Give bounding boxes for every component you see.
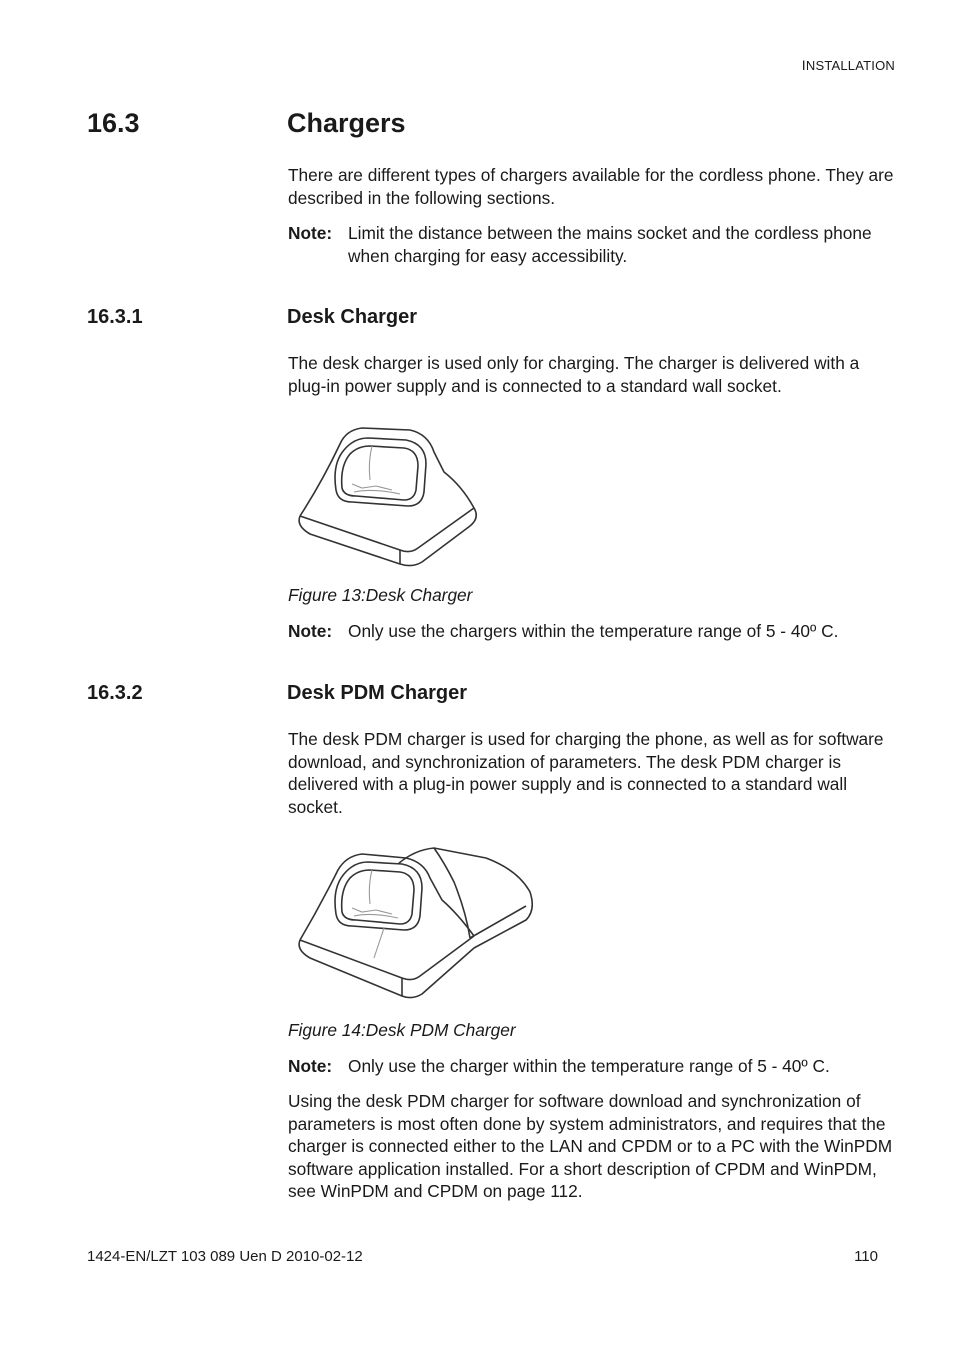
subsection-number-pdm-charger: 16.3.2 bbox=[87, 682, 143, 704]
desk-charger-text: The desk charger is used only for charging. The charger is delivered with a plug-in power supply and is connected to a standard wall socket. bbox=[288, 353, 860, 396]
note-label: Note: bbox=[288, 223, 333, 243]
note-text: Only use the charger within the temperature range of 5 - 40º C. bbox=[348, 1056, 830, 1076]
footer-doc-id: 1424-EN/LZT 103 089 Uen D 2010-02-12 bbox=[87, 1248, 363, 1265]
running-header bbox=[802, 57, 895, 73]
figure-13-caption: Figure 13:Desk Charger bbox=[288, 585, 473, 605]
note-label: Note: bbox=[288, 1056, 333, 1076]
section-note bbox=[288, 222, 898, 267]
section-intro: There are different types of chargers available for the cordless phone. They are described in the following sections. bbox=[288, 165, 894, 208]
section-number: 16.3 bbox=[87, 108, 140, 138]
note-text: Limit the distance between the mains socket and the cordless phone when charging for easy accessibility. bbox=[348, 223, 872, 266]
pdm-charger-extra-text: Using the desk PDM charger for software download and synchronization of parameters is most often done by system administrators, and requires that the charger is connected either to the LAN and CPDM or to a PC with the WinPDM software application installed. For a short description of CPDM and WinPDM, see WinPDM and CPDM on page 112. bbox=[288, 1091, 893, 1201]
subsection-title-desk-charger: Desk Charger bbox=[287, 306, 418, 328]
note-label: Note: bbox=[288, 621, 333, 641]
section-title: Chargers bbox=[287, 108, 406, 138]
desk-pdm-charger-illustration bbox=[294, 842, 540, 1004]
desk-charger-note bbox=[288, 620, 898, 643]
note-text: Only use the chargers within the temperature range of 5 - 40º C. bbox=[348, 621, 839, 641]
running-header-initial: I bbox=[801, 57, 806, 73]
subsection-number-desk-charger: 16.3.1 bbox=[87, 306, 143, 328]
figure-14-caption: Figure 14:Desk PDM Charger bbox=[288, 1020, 516, 1040]
desk-charger-illustration bbox=[292, 422, 484, 570]
running-header-rest: NSTALLATION bbox=[805, 58, 895, 73]
page-number: 110 bbox=[854, 1248, 878, 1265]
pdm-charger-text: The desk PDM charger is used for charging the phone, as well as for software download, and synchronization of parameters. The desk PDM charger is delivered with a plug-in power supply and is connected to a standard wall socket. bbox=[288, 729, 884, 817]
pdm-charger-note bbox=[288, 1055, 898, 1078]
subsection-title-pdm-charger: Desk PDM Charger bbox=[287, 682, 468, 704]
